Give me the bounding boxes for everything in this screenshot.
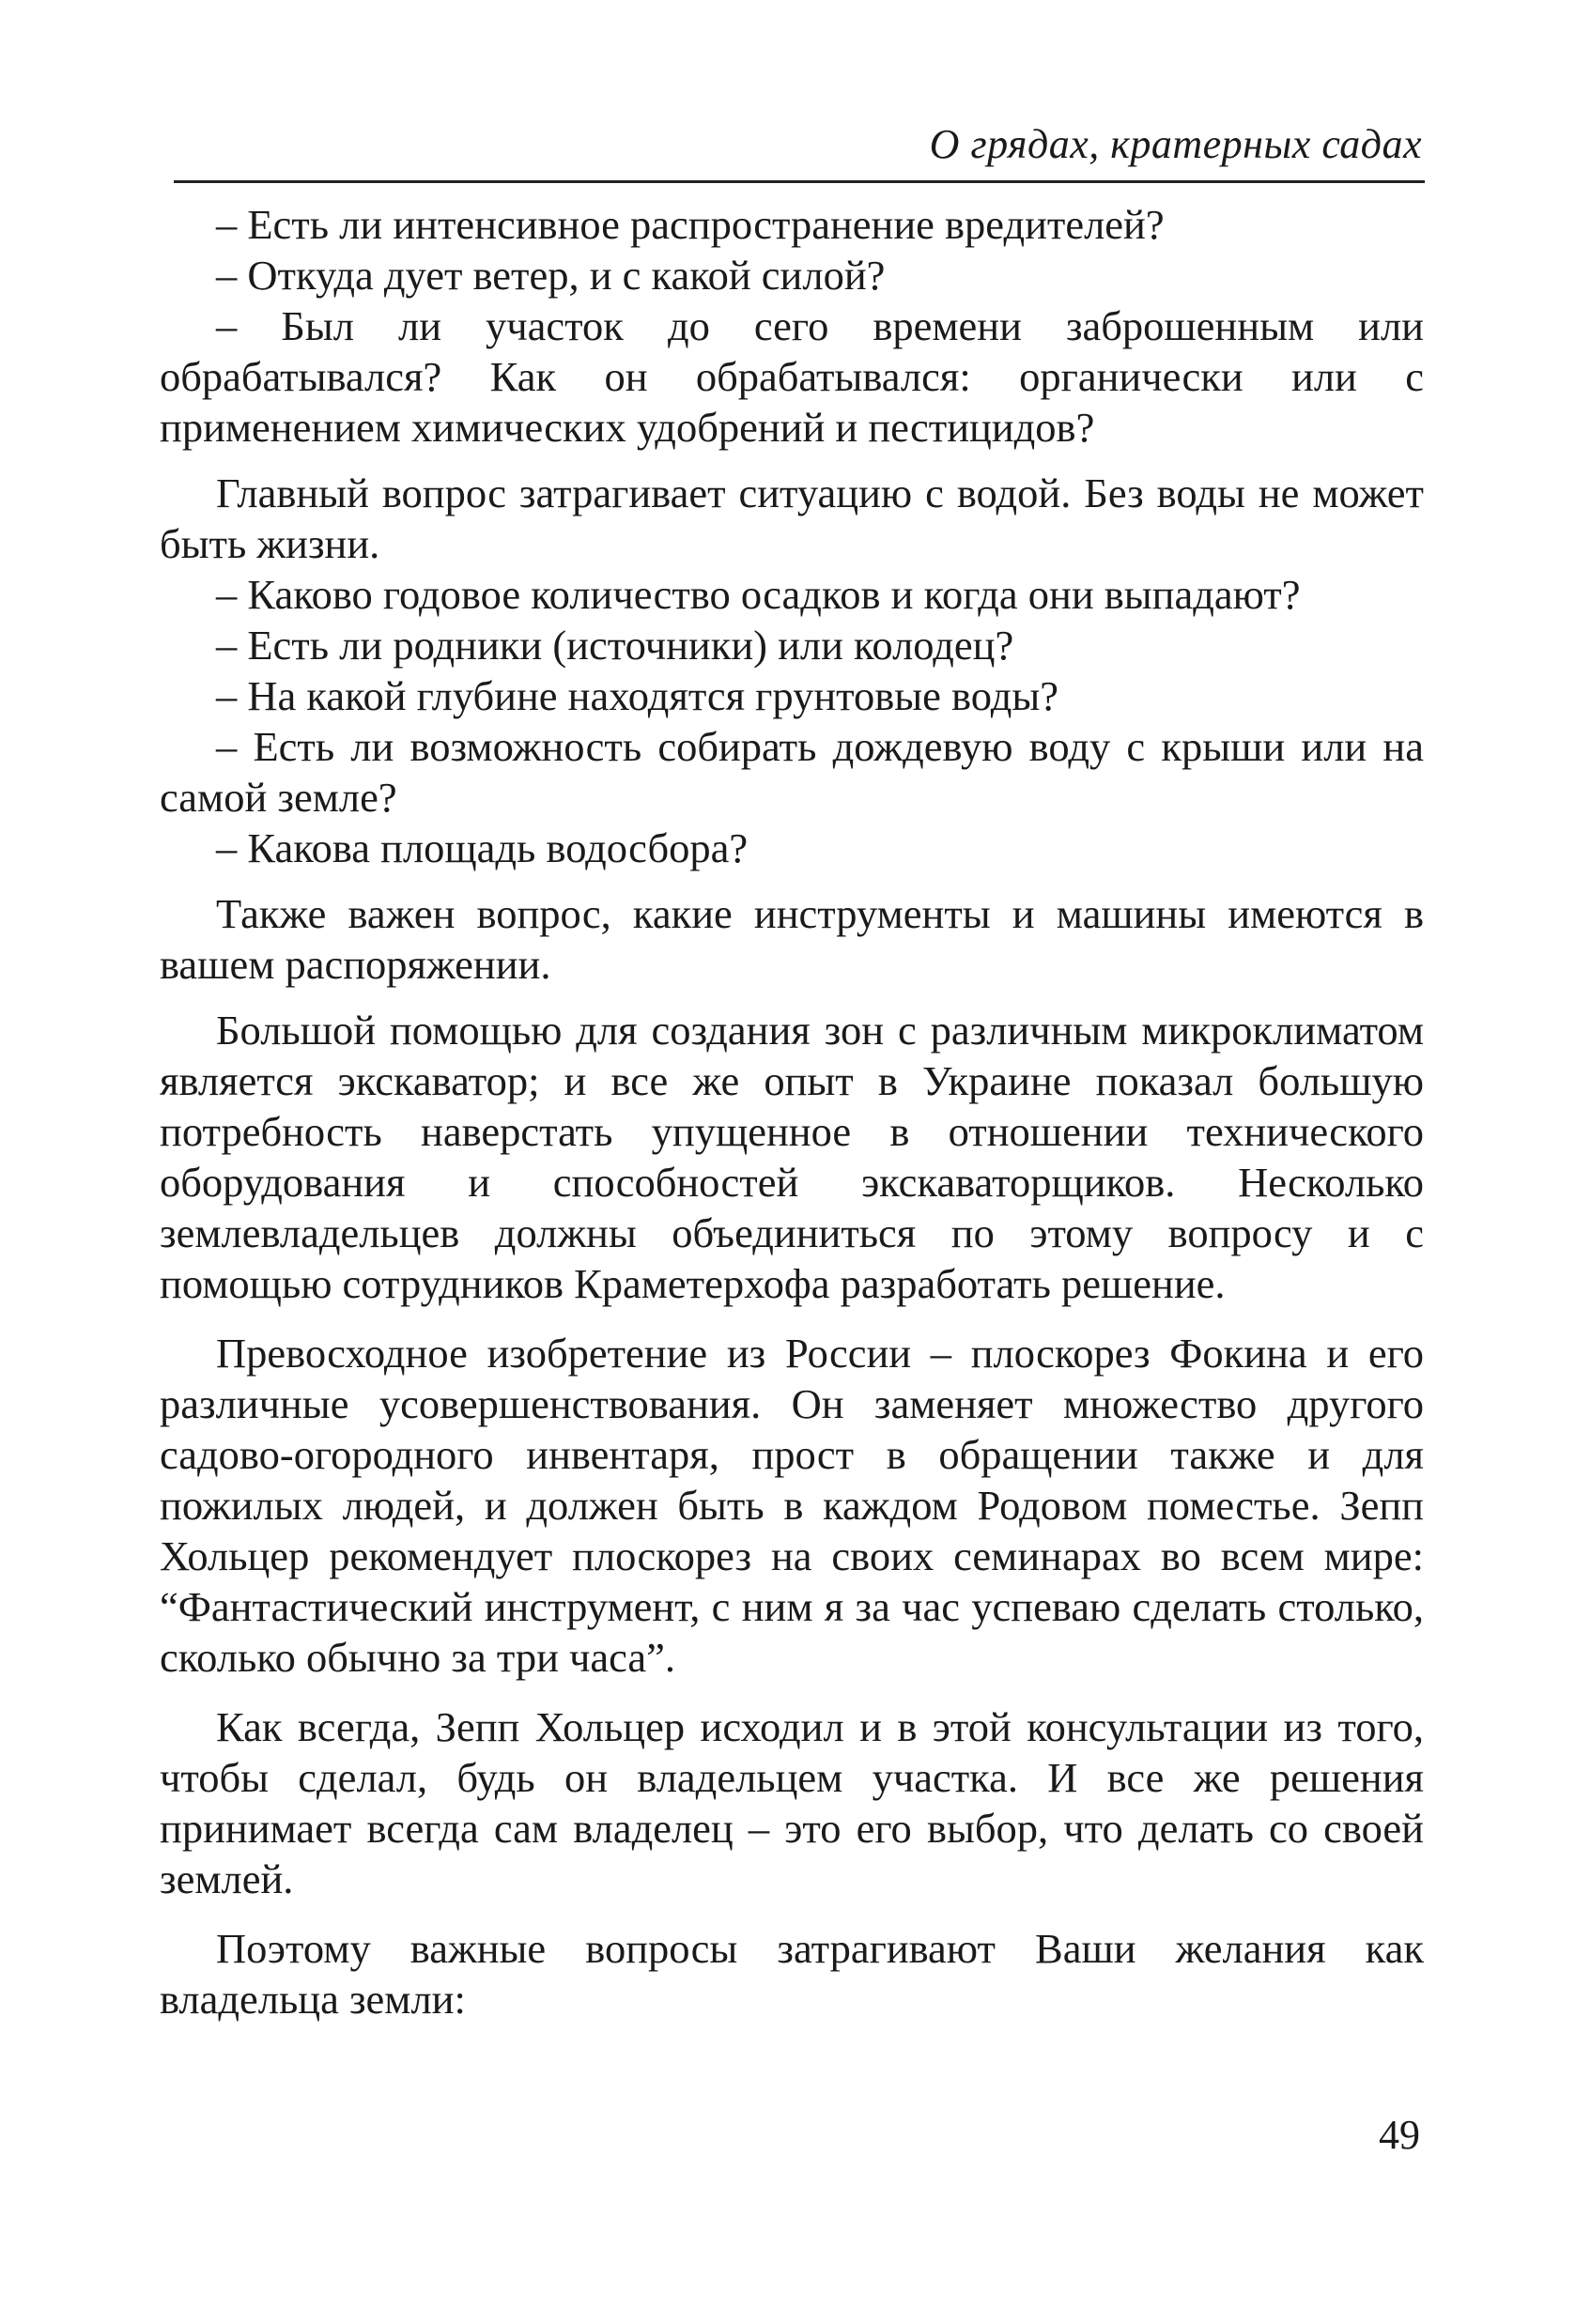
header-rule: [174, 180, 1425, 183]
paragraph: Также важен вопрос, какие инструменты и машины имеются в вашем распоряжении.: [160, 890, 1424, 988]
paragraph: – Есть ли интенсивное распространение вредителей?: [216, 201, 1165, 248]
paragraph: – Есть ли возможность собирать дождевую воду с крыши или на самой земле?: [160, 723, 1424, 821]
paragraph: Как всегда, Зепп Хольцер исходил и в этой консультации из того, чтобы сделал, будь он владельцем участка. И все же решения принимает всегда сам владелец – это его выбор, что делать со своей землей.: [160, 1703, 1424, 1902]
paragraph: – На какой глубине находятся грунтовые воды?: [216, 672, 1059, 719]
paragraph: – Был ли участок до сего времени заброшенным или обрабатывался? Как он обрабатывался: органически или с применением химических удобрений и пестицидов?: [160, 302, 1424, 451]
running-head: О грядах, кратерных садах: [929, 121, 1422, 167]
paragraph: Большой помощью для создания зон с различным микроклиматом является экскаватор; и все же опыт в Украине показал большую потребность наверстать упущенное в отношении технического оборудования и способностей экскаваторщиков. Несколько землевладельцев должны объединиться по этому вопросу и с помощью сотрудников Краметерхофа разработать решение.: [160, 1007, 1424, 1307]
paragraph: Превосходное изобретение из России – плоскорез Фокина и его различные усовершенствования. Он заменяет множество другого садово-огородного инвентаря, прост в обращении также и для пожилых людей, и должен быть в каждом Родовом поместье. Зепп Хольцер рекомендует плоскорез на своих семинарах во всем мире: “Фантастический инструмент, с ним я за час успеваю сделать столько, сколько обычно за три часа”.: [160, 1330, 1424, 1681]
paragraph: – Каково годовое количество осадков и когда они выпадают?: [216, 571, 1301, 618]
paragraph: Поэтому важные вопросы затрагивают Ваши желания как владельца земли:: [160, 1925, 1424, 2023]
paragraph: – Откуда дует ветер, и с какой силой?: [216, 252, 886, 299]
paragraph: – Есть ли родники (источники) или колодец?: [216, 622, 1014, 669]
page-number: 49: [1379, 2112, 1420, 2158]
paragraph: – Какова площадь водосбора?: [216, 824, 749, 871]
body-text: [160, 199, 1424, 2024]
paragraph: Главный вопрос затрагивает ситуацию с водой. Без воды не может быть жизни.: [160, 469, 1424, 567]
